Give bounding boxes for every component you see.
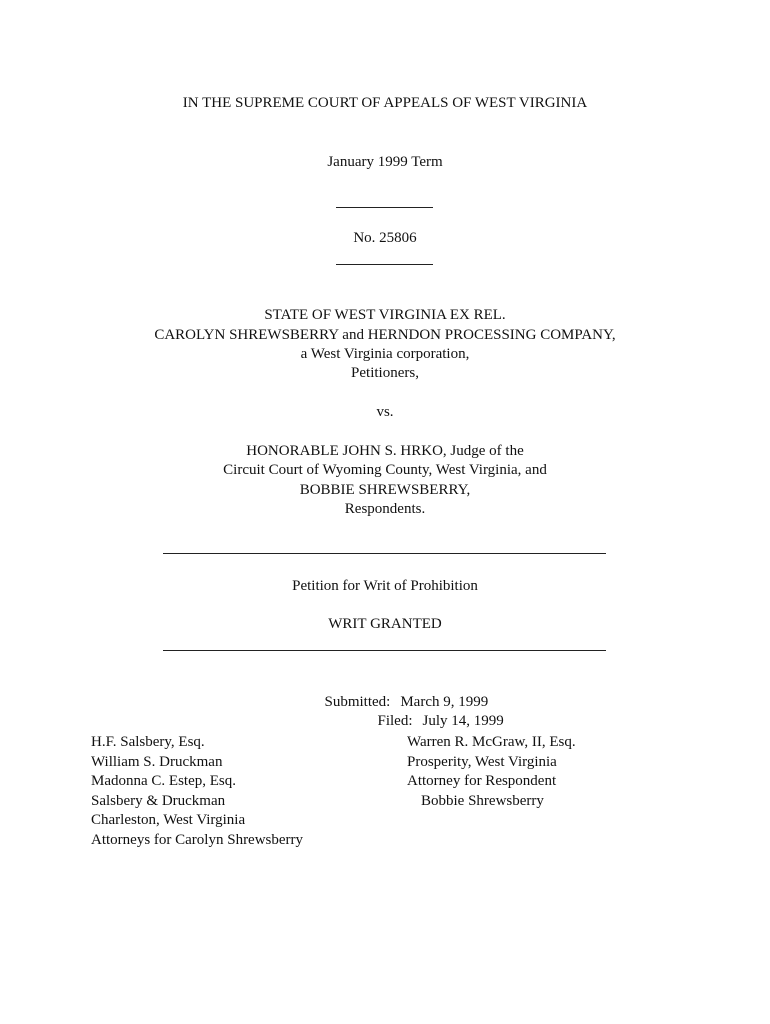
filed-label: Filed: (377, 713, 413, 729)
counsel-left-line: William S. Druckman (91, 753, 223, 770)
petition-type: Petition for Writ of Prohibition (292, 578, 478, 594)
respondent-line-1: HONORABLE JOHN S. HRKO, Judge of the (246, 443, 524, 459)
counsel-left-line: Attorneys for Carolyn Shrewsberry (91, 831, 304, 848)
counsel-right-line: Prosperity, West Virginia (407, 753, 557, 770)
versus: vs. (376, 404, 394, 420)
petitioner-line-2: CAROLYN SHREWSBERRY and HERNDON PROCESSING COMPANY, (154, 327, 616, 343)
respondent-role: Respondents. (344, 501, 426, 517)
disposition: WRIT GRANTED (328, 616, 442, 632)
separator-long-1 (163, 553, 606, 554)
court-heading: IN THE SUPREME COURT OF APPEALS OF WEST VIRGINIA (182, 95, 588, 111)
term: January 1999 Term (327, 154, 443, 170)
separator-short-2 (336, 264, 433, 265)
respondent-line-3: BOBBIE SHREWSBERRY, (299, 482, 471, 498)
counsel-left-line: Salsbery & Druckman (91, 792, 226, 809)
counsel-left-line: Charleston, West Virginia (91, 812, 246, 828)
petitioner-line-1: STATE OF WEST VIRGINIA EX REL. (264, 307, 506, 323)
submitted-label: Submitted: (324, 694, 391, 710)
filed-value: July 14, 1999 (422, 713, 504, 729)
separator-long-2 (163, 650, 606, 651)
counsel-right-line: Attorney for Respondent (407, 773, 557, 789)
counsel-left-line: H.F. Salsbery, Esq. (91, 734, 205, 750)
counsel-left-line: Madonna C. Estep, Esq. (91, 773, 236, 789)
respondent-line-2: Circuit Court of Wyoming County, West Virginia, and (223, 462, 547, 478)
filed-date (370, 693, 504, 731)
petitioner-line-3: a West Virginia corporation, (300, 346, 470, 362)
case-number: No. 25806 (353, 230, 417, 246)
counsel-right-line: Warren R. McGraw, II, Esq. (407, 734, 576, 750)
counsel-respondent (407, 733, 576, 811)
counsel-petitioner (91, 733, 303, 850)
submitted-value: March 9, 1999 (400, 694, 489, 710)
counsel-right-line: Bobbie Shrewsberry (421, 792, 544, 809)
separator-short-1 (336, 207, 433, 208)
petitioner-role: Petitioners, (351, 365, 419, 381)
